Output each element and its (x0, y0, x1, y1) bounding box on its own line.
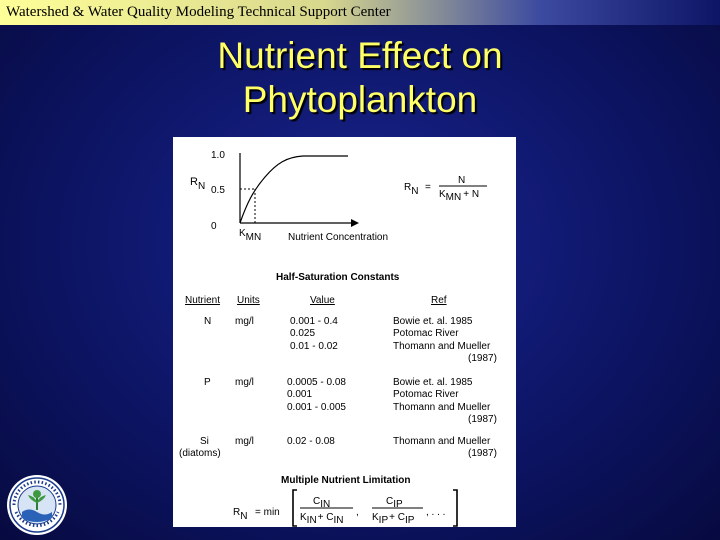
formula-lhs: $R_N$ (404, 182, 419, 197)
row-n-ref-1: Bowie et. al. 1985 (393, 316, 473, 327)
formula-equals: = (425, 182, 431, 193)
row-si-units: mg/l (235, 436, 254, 447)
row-n-nutrient: N (204, 316, 212, 327)
graph-x-axis-arrow (351, 219, 359, 227)
banner-title: Watershed & Water Quality Modeling Technical Support Center (6, 4, 391, 20)
fraction-2-denominator: KIP+ CIP (372, 512, 415, 526)
row-si-ref-1: Thomann and Mueller (393, 436, 491, 447)
x-axis-label: Nutrient Concentration (288, 232, 389, 243)
row-n-ref-4: (1987) (468, 353, 497, 364)
formula-denominator: KMN + N (439, 189, 480, 203)
row-n-value-1: 0.001 - 0.4 (290, 316, 338, 327)
header-nutrient: Nutrient (185, 295, 221, 306)
row-p-value-1: 0.0005 - 0.08 (287, 377, 346, 388)
row-p-ref-3: Thomann and Mueller (393, 402, 491, 413)
row-n-ref-3: Thomann and Mueller (393, 341, 491, 352)
slide-title (0, 34, 720, 122)
row-n-units: mg/l (235, 316, 254, 327)
formula-numerator: N (458, 175, 466, 186)
header-units: Units (237, 295, 260, 306)
row-n-value-3: 0.01 - 0.02 (290, 341, 338, 352)
row-p-ref-1: Bowie et. al. 1985 (393, 377, 473, 388)
row-p-value-2: 0.001 (287, 389, 313, 400)
y-tick-half: 0.5 (211, 185, 225, 196)
fraction-1-numerator: CIN (313, 496, 331, 510)
header-value: Value (310, 295, 335, 306)
y-axis-label: $R_N$ (190, 176, 206, 192)
limitation-ellipsis: , . . . (426, 507, 446, 518)
header-ref: Ref (431, 295, 447, 306)
figure-panel (173, 137, 516, 527)
figure-svg (173, 137, 516, 527)
table-title: Half-Saturation Constants (276, 272, 400, 283)
row-si-value-1: 0.02 - 0.08 (287, 436, 335, 447)
row-p-ref-4: (1987) (468, 414, 497, 425)
y-tick-0: 0 (211, 221, 217, 232)
row-p-value-3: 0.001 - 0.005 (287, 402, 346, 413)
row-si-ref-2: (1987) (468, 448, 497, 459)
limitation-min: = min (255, 507, 280, 518)
y-tick-1: 1.0 (211, 150, 225, 161)
row-n-ref-2: Potomac River (393, 328, 459, 339)
fraction-separator: , (356, 507, 359, 518)
row-si-note: (diatoms) (179, 448, 221, 459)
row-p-ref-2: Potomac River (393, 389, 459, 400)
fraction-2-numerator: CIP (386, 496, 403, 510)
k-mn-label: $K_{MN}$ (239, 228, 262, 243)
slide-title-line-1: Nutrient Effect on (217, 35, 503, 76)
left-bracket (293, 490, 297, 526)
header-banner (0, 0, 720, 25)
row-si-nutrient: Si (200, 436, 209, 447)
epa-seal-logo (6, 474, 68, 536)
limitation-title: Multiple Nutrient Limitation (281, 475, 411, 486)
right-bracket (453, 490, 457, 526)
fraction-1-denominator: KIN+ CIN (300, 512, 344, 526)
saturation-curve (240, 156, 348, 223)
row-p-units: mg/l (235, 377, 254, 388)
limitation-lhs: $R_N$ (233, 507, 248, 522)
row-n-value-2: 0.025 (290, 328, 316, 339)
row-p-nutrient: P (204, 377, 211, 388)
slide-title-line-2: Phytoplankton (242, 79, 478, 120)
